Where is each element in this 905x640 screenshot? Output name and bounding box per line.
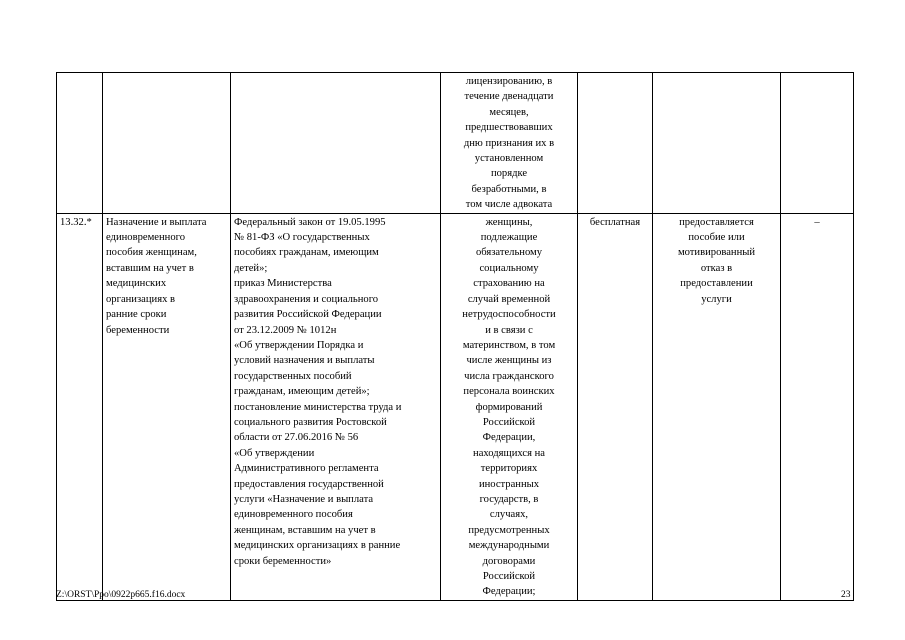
page-number: 23 [841,590,851,600]
cell-payment: бесплатная [578,213,653,600]
text-line: «Об утверждении Порядка и [234,339,364,351]
text-line: лицензированию, в [465,76,553,87]
text-line: порядке [490,168,528,180]
text-line: единовременного пособия [234,509,353,521]
text-line: и в связи с [485,324,533,336]
text-line: предоставляется [679,216,754,228]
text-line: условий назначения и выплаты [234,355,375,367]
text-line: услуги «Назначение и выплата [234,493,374,505]
text-line: обязательному [475,247,543,259]
text-line: установленном [474,153,544,165]
cell-legal-basis [231,213,441,600]
text-line: медицинских организациях в ранние [234,540,401,552]
text-line: предоставлении [680,278,753,290]
text-line: числе женщины из [466,355,552,367]
text-line: Российской [482,571,536,582]
text-line: Федерации, [482,432,536,444]
cell-row-number: 13.32.* [57,213,103,600]
text-line: случай временной [467,293,551,305]
text-line: организациях в [106,293,176,305]
text-line: вставшим на учет в [106,262,194,274]
text-line: государственных пособий [234,370,352,382]
text-line: договорами [482,555,536,567]
cell-note-empty [781,73,854,214]
text-line: женщины, [485,216,533,228]
cell-service-empty [103,73,231,214]
text-line: медицинских [106,278,167,290]
text-line: развития Российской Федерации [234,309,382,321]
text-line: социальному [479,262,539,274]
text-line: приказ Министерства [234,278,332,290]
cell-legal-basis-empty [231,73,441,214]
text-line: персонала воинских [463,386,555,398]
text-line: Федерации; [482,586,536,598]
text-line: гражданам, имеющим детей»; [234,386,370,398]
text-line: мотивированный [677,247,756,259]
text-line: Назначение и выплата [106,216,207,228]
text-line: том числе адвоката [465,199,553,211]
cell-result [653,213,781,600]
text-line: пособия женщинам, [106,247,197,259]
text-line: детей»; [234,262,268,274]
text-line: течение двенадцати [464,91,554,103]
text-line: Российской [482,416,536,428]
text-line: предоставления государственной [234,478,384,490]
text-line: социального развития Ростовской [234,416,387,428]
cell-recipients-continuation [441,73,578,214]
text-line: иностранных [478,478,540,490]
text-line: услуги [701,293,732,305]
text-line: нетрудоспособности [462,309,556,321]
text-line: пособие или [688,232,745,244]
text-line: Федеральный закон от 19.05.1995 [234,216,386,228]
text-line: сроки беременности» [234,555,332,567]
text-line: находящихся на [473,447,545,459]
text-line: числа гражданского [464,370,554,382]
text-line: предшествовавших [465,122,553,134]
table-row-continuation [57,73,854,214]
cell-service-name [103,213,231,600]
text-line: территориях [480,463,538,475]
text-line: отказ в [700,262,733,274]
text-line: «Об утверждении [234,447,315,459]
text-line: безработными, в [471,183,547,195]
text-line: формирований [475,401,543,413]
text-line: месяцев, [489,106,529,118]
text-line: государств, в [479,493,539,505]
cell-note: – [781,213,854,600]
text-line: пособиях гражданам, имеющим [234,247,379,259]
cell-result-empty [653,73,781,214]
text-line: подлежащие [480,232,538,244]
text-line: № 81-ФЗ «О государственных [234,232,370,244]
text-line: международными [468,540,550,552]
text-line: Административного регламента [234,463,379,475]
text-line: от 23.12.2009 № 1012н [234,324,337,336]
text-line: дню признания их в [463,137,555,149]
text-line: материнством, в том [462,339,556,351]
text-line: беременности [106,324,170,336]
text-line: страхованию на [473,278,545,290]
text-line: случаях, [489,509,529,521]
text-line: женщинам, вставшим на учет в [234,524,376,536]
cell-number-empty [57,73,103,214]
text-line: единовременного [106,232,186,244]
services-table [56,72,854,601]
text-line: области от 27.06.2016 № 56 [234,432,359,444]
text-line: здравоохранения и социального [234,293,379,305]
cell-payment-empty [578,73,653,214]
table-row-13-32 [57,213,854,600]
footer-file-path: Z:\ORST\Ppo\0922p665.f16.docx [56,590,186,600]
text-line: предусмотренных [468,524,550,536]
text-line: ранние сроки [106,309,167,321]
text-line: постановление министерства труда и [234,401,402,413]
cell-recipients [441,213,578,600]
